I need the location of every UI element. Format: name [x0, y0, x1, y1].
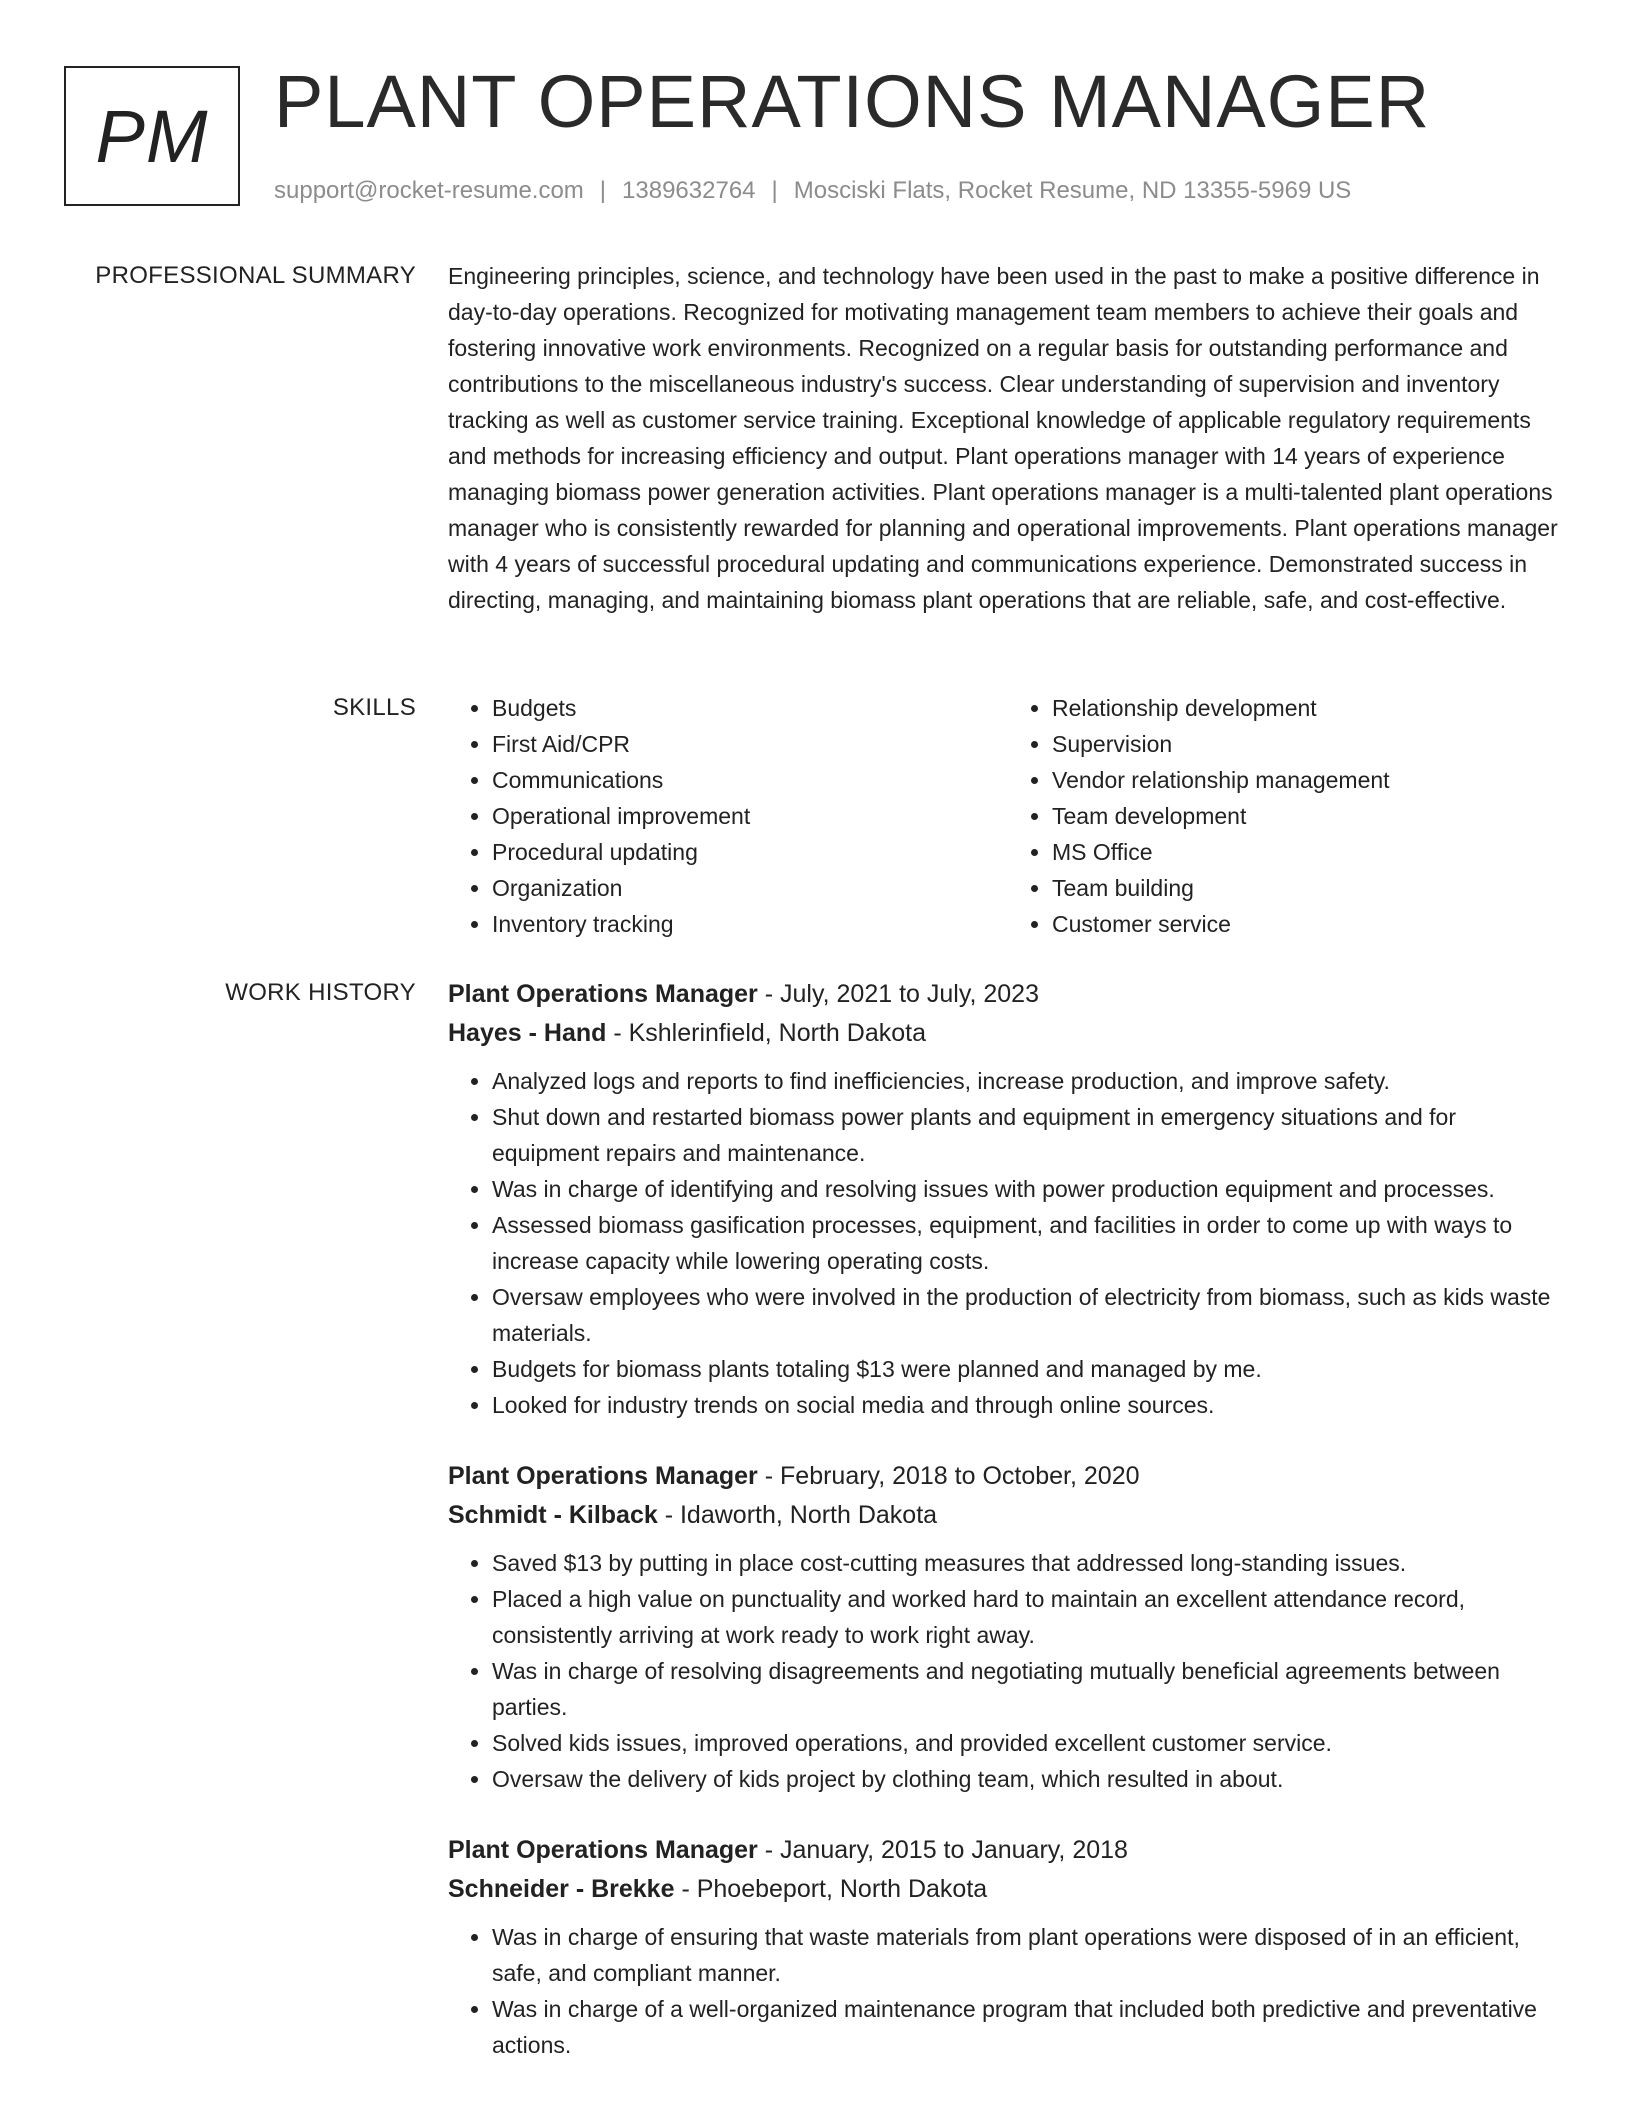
skill-item: • First Aid/CPR — [492, 726, 1008, 762]
skills-columns — [448, 690, 1568, 942]
job-bullets — [448, 1919, 1568, 2063]
job-bullet: • Was in charge of ensuring that waste materials from plant operations were disposed of in an efficient, safe, and compliant manner. — [492, 1919, 1568, 1991]
summary-body — [448, 258, 1568, 618]
job-company-line — [448, 1495, 1568, 1535]
contact-separator: | — [599, 177, 607, 204]
job-company-line — [448, 1013, 1568, 1053]
monogram-initials: PM — [95, 94, 209, 178]
skill-item: • Relationship development — [1052, 690, 1568, 726]
job-title: Plant Operations Manager — [448, 1836, 758, 1864]
job-bullet: • Was in charge of identifying and resolving issues with power production equipment and processes. — [492, 1171, 1568, 1207]
job-bullet: • Saved $13 by putting in place cost-cutting measures that addressed long-standing issues. — [492, 1545, 1568, 1581]
skill-item: • Operational improvement — [492, 798, 1008, 834]
job-bullets — [448, 1063, 1568, 1423]
skills-list-right — [1008, 690, 1568, 942]
job-bullet: • Looked for industry trends on social media and through online sources. — [492, 1387, 1568, 1423]
job-location: - Idaworth, North Dakota — [657, 1501, 938, 1529]
skill-item: • Team development — [1052, 798, 1568, 834]
job-bullet: • Analyzed logs and reports to find inefficiencies, increase production, and improve safety. — [492, 1063, 1568, 1099]
monogram-badge — [64, 66, 240, 206]
job-company: Schmidt - Kilback — [448, 1501, 658, 1529]
job-title: Plant Operations Manager — [448, 980, 758, 1008]
job-title-line — [448, 975, 1568, 1013]
job-bullet: • Was in charge of a well-organized maintenance program that included both predictive and preventative actions. — [492, 1991, 1568, 2063]
job-dates: - February, 2018 to October, 2020 — [757, 1462, 1140, 1490]
skill-item: • MS Office — [1052, 834, 1568, 870]
contact-separator: | — [771, 177, 778, 204]
job-company-line — [448, 1869, 1568, 1909]
summary-text: Engineering principles, science, and technology have been used in the past to make a positive difference in day-to-day operations. Recognized for motivating management team members to achieve their goals and fostering innovative work environments. Recognized on a regular basis for outstanding performance and contributions to the miscellaneous industry's success. Clear understanding of supervision and inventory tracking as well as customer service training. Exceptional knowledge of applicable regulatory requirements and methods for increasing efficiency and output. Plant operations manager with 14 years of experience managing biomass power generation activities. Plant operations manager is a multi-talented plant operations manager who is consistently rewarded for planning and operational improvements. Plant operations manager with 4 years of successful procedural updating and communications experience. Demonstrated success in directing, managing, and maintaining biomass plant operations that are reliable, safe, and cost-effective. — [448, 263, 1558, 613]
skill-item: • Customer service — [1052, 906, 1568, 942]
section-heading-work: WORK HISTORY — [225, 979, 416, 1006]
job-entry — [448, 1831, 1568, 2063]
job-bullet: • Solved kids issues, improved operations, and provided excellent customer service. — [492, 1725, 1568, 1761]
skills-body — [448, 690, 1568, 942]
job-bullet: • Was in charge of resolving disagreements and negotiating mutually beneficial agreements between parties. — [492, 1653, 1568, 1725]
job-title-line — [448, 1831, 1568, 1869]
section-heading-summary: PROFESSIONAL SUMMARY — [95, 262, 416, 289]
job-bullet: • Budgets for biomass plants totaling $13 were planned and managed by me. — [492, 1351, 1568, 1387]
job-dates: - January, 2015 to January, 2018 — [757, 1836, 1128, 1864]
job-dates: - July, 2021 to July, 2023 — [757, 980, 1039, 1008]
job-title-line — [448, 1457, 1568, 1495]
skill-item: • Budgets — [492, 690, 1008, 726]
job-company: Hayes - Hand — [448, 1019, 607, 1047]
job-bullet: • Assessed biomass gasification processes, equipment, and facilities in order to come up with ways to increase capacity while lowering operating costs. — [492, 1207, 1568, 1279]
job-company: Schneider - Brekke — [448, 1875, 675, 1903]
job-bullet: • Shut down and restarted biomass power plants and equipment in emergency situations and for equipment repairs and maintenance. — [492, 1099, 1568, 1171]
skill-item: • Supervision — [1052, 726, 1568, 762]
work-body — [448, 975, 1568, 2097]
job-entry — [448, 975, 1568, 1423]
skill-item: • Inventory tracking — [492, 906, 1008, 942]
job-bullet: • Placed a high value on punctuality and worked hard to maintain an excellent attendance record, consistently arriving at work ready to work right away. — [492, 1581, 1568, 1653]
job-entry — [448, 1457, 1568, 1797]
skill-item: • Team building — [1052, 870, 1568, 906]
job-title: Plant Operations Manager — [448, 1462, 758, 1490]
job-location: - Kshlerinfield, North Dakota — [606, 1019, 926, 1047]
contact-email[interactable]: support@rocket-resume.com — [274, 177, 584, 204]
contact-address: Mosciski Flats, Rocket Resume, ND 13355-5969 US — [793, 177, 1352, 204]
resume-title: PLANT OPERATIONS MANAGER — [274, 60, 1431, 143]
skill-item: • Communications — [492, 762, 1008, 798]
job-location: - Phoebeport, North Dakota — [674, 1875, 988, 1903]
job-bullets — [448, 1545, 1568, 1797]
contact-phone[interactable]: 1389632764 — [622, 177, 756, 204]
job-bullet: • Oversaw employees who were involved in the production of electricity from biomass, such as kids waste materials. — [492, 1279, 1568, 1351]
skill-item: • Procedural updating — [492, 834, 1008, 870]
section-heading-skills: SKILLS — [332, 694, 416, 721]
skills-list-left — [448, 690, 1008, 942]
contact-line — [274, 174, 1351, 208]
skill-item: • Organization — [492, 870, 1008, 906]
job-bullet: • Oversaw the delivery of kids project by clothing team, which resulted in about. — [492, 1761, 1568, 1797]
skill-item: • Vendor relationship management — [1052, 762, 1568, 798]
